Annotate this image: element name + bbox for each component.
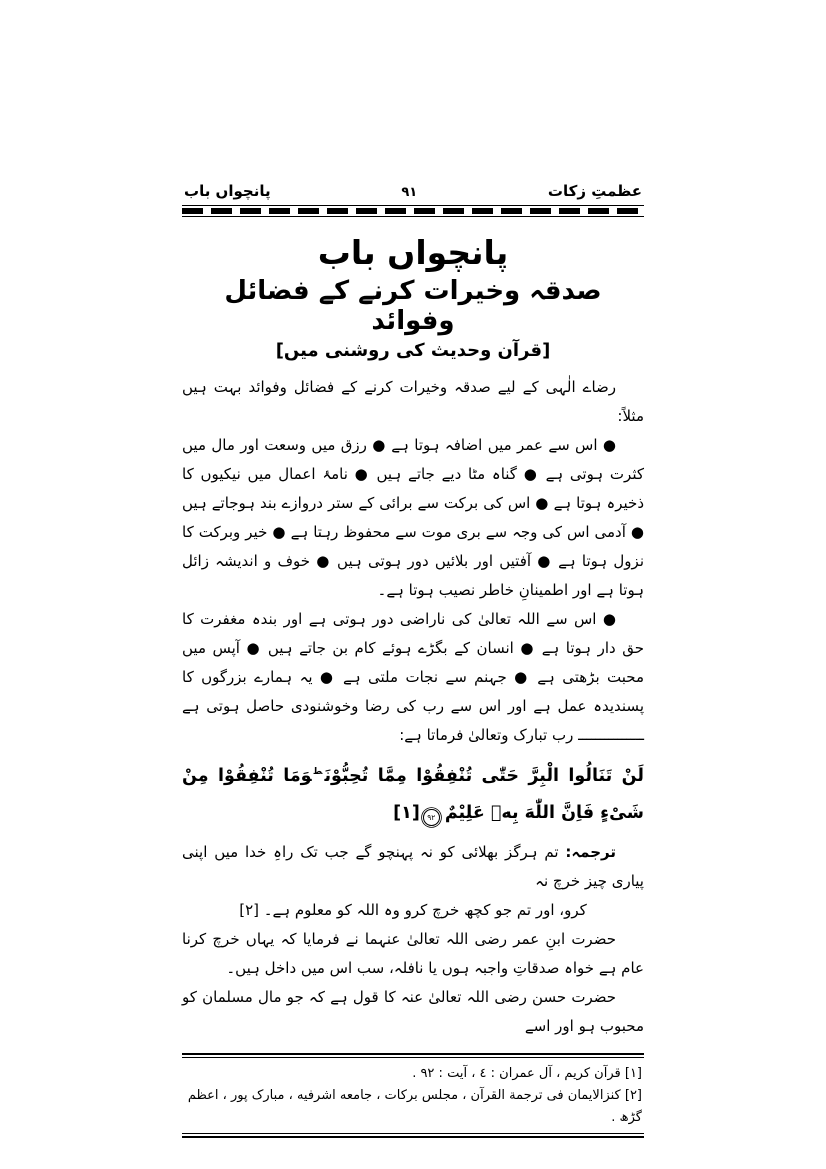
footnotes-section: [182, 1058, 644, 1133]
quran-verse: [182, 754, 644, 832]
hasan-paragraph: حضرت حسن رضی اللہ تعالیٰ عنہ کا قول ہے کہ جو مال مسلمان کو محبوب ہو اور اسے: [182, 987, 644, 1035]
header-page-number: ۹۱: [401, 185, 418, 200]
ayah-end-medallion: [423, 809, 440, 826]
benefits-paragraph-1: ● اس سے عمر میں اضافہ ہوتا ہے ● رزق میں وسعت اور مال میں کثرت ہوتی ہے ● گناہ مٹا دیے جاتے ہیں ● نامۂ اعمال میں نیکیوں کا ذخیرہ ہوتا ہے ● اس کی برکت سے برائی کے ستر دروازے بند ہوجاتے ہیں ● آدمی اس کی وجہ سے بری موت سے محفوظ رہتا ہے ● خیر وبرکت کا نزول ہوتا ہے ● آفتیں اور بلائیں دور ہوتی ہیں ● خوف و اندیشہ زائل ہوتا ہے اور اطمینانِ خاطر نصیب ہوتا ہے۔: [182, 436, 644, 599]
header-divider-top-rule: [182, 205, 644, 206]
chapter-subtitle: صدقہ وخیرات کرنے کے فضائل وفوائد: [224, 276, 602, 336]
header-divider: [182, 205, 644, 217]
header-book-title: عظمتِ زکات: [547, 182, 642, 200]
verse-footnote-ref: [١]: [393, 802, 420, 823]
verse-text-part2: وَمَا تُنْفِقُوْا مِنْ شَیْءٍ فَاِنَّ اللّٰهَ بِهٖ عَلِیْمٌ: [182, 765, 644, 823]
header-divider-bottom-rule: [182, 216, 644, 217]
chapter-title: پانچواں باب: [317, 233, 509, 272]
verse-text-part1: لَنْ تَنَالُوا الْبِرَّ حَتّٰی تُنْفِقُوْا مِمَّا تُحِبُّوْنَ: [324, 765, 644, 786]
translation-label: ترجمہ:: [565, 842, 616, 861]
translation-text: تم ہرگز بھلائی کو نہ پہنچو گے جب تک راہِ خدا میں اپنی پیاری چیز خرچ نہ: [182, 842, 644, 890]
waqf-mark: ط: [313, 767, 323, 777]
translation-line-2: کرو، اور تم جو کچھ خرچ کرو وہ اللہ کو معلوم ہے۔ [٢]: [239, 900, 587, 919]
header-chapter-name: پانچواں باب: [184, 182, 271, 200]
translation-line-1: [182, 838, 644, 896]
chapter-tagline: [قرآن وحدیث کی روشنی میں]: [275, 340, 551, 361]
footnote-2: [٢] کنزالایمان فی ترجمة القرآن ، مجلس برکات ، جامعه اشرفیه ، مبارک پور ، اعظم گڑھ .: [187, 1087, 642, 1125]
footnote-1: [١] قرآن کریم ، آل عمران : ٤ ، آیت : ٩٢ .: [412, 1065, 642, 1081]
page-content: [182, 182, 644, 1138]
ayah-number: ٩٢: [427, 812, 436, 822]
footnote-divider-bottom: [182, 1133, 644, 1138]
ibn-umar-paragraph: حضرت ابنِ عمر رضی اللہ تعالیٰ عنہما نے فرمایا کہ یہاں خرچ کرنا عام ہے خواہ صدقاتِ واجبہ ہوں یا نافلہ، سب اس میں داخل ہیں۔: [182, 929, 644, 977]
header-divider-dashed-rule: [182, 208, 644, 214]
intro-paragraph: رضاے الٰہی کے لیے صدقہ وخیرات کرنے کے فضائل وفوائد بہت ہیں مثلاً:: [182, 378, 644, 425]
benefits-paragraph-2: ● اس سے اللہ تعالیٰ کی ناراضی دور ہوتی ہے اور بندہ مغفرت کا حق دار ہوتا ہے ● انسان کے بگڑے ہوئے کام بن جاتے ہیں ● آپس میں محبت بڑھتی ہے ● جہنم سے نجات ملتی ہے ● یہ ہمارے بزرگوں کا پسندیدہ عمل ہے اور اس سے رب کی رضا وخوشنودی حاصل ہوتی ہے ـــــــــــــــ رب تبارک وتعالیٰ فرماتا ہے:: [182, 610, 644, 744]
running-header: [182, 182, 644, 200]
